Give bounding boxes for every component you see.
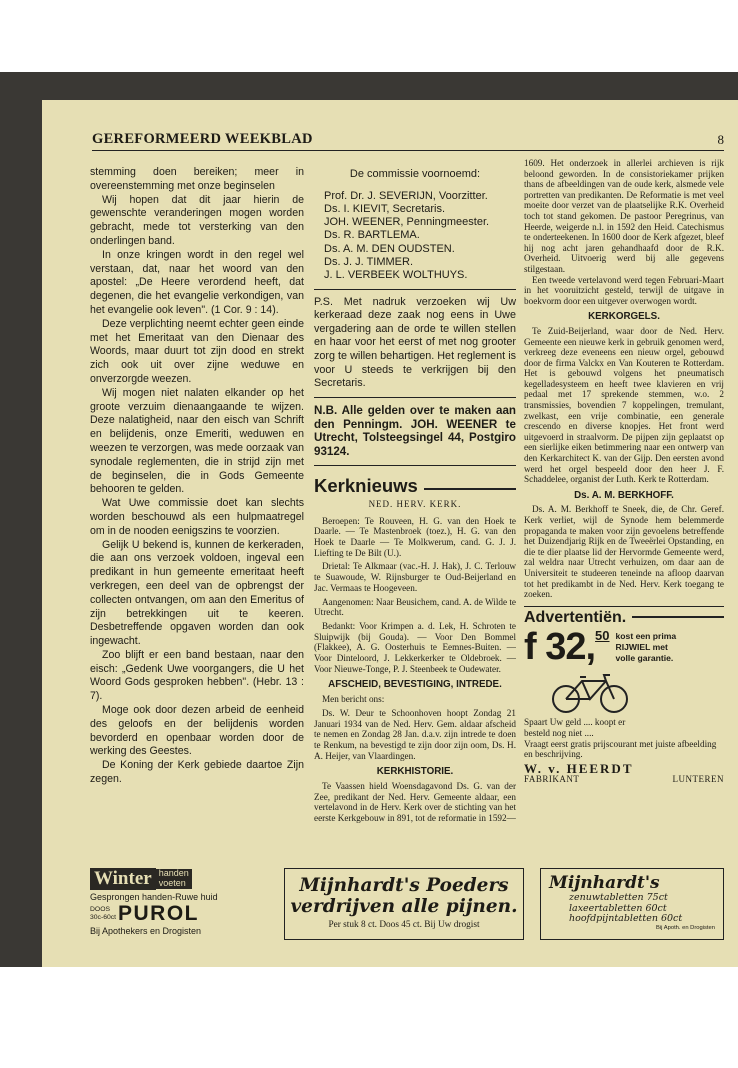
hands-feet: [156, 869, 192, 888]
divider: [314, 289, 516, 290]
price-main: f 32,: [524, 626, 596, 669]
subsection-heading: KERKHISTORIE.: [376, 766, 454, 778]
divider: [524, 606, 724, 607]
subsection-heading: KERKORGELS.: [588, 311, 660, 323]
column-middle: [314, 164, 516, 824]
paragraph: In onze kringen wordt in den regel wel verstaan, dat, naar het woord van den apostel: „De Heere verordend heeft, dat degenen, die het evangelie verkondigen, van het evangelie ook leven". (1 Cor. 9 : 14).: [90, 248, 304, 316]
ad-line: Spaart Uw geld .... koopt er: [524, 717, 626, 728]
publication-title: GEREFORMEERD WEEKBLAD: [92, 131, 313, 147]
tabletten-line: laxeertabletten 60ct: [569, 902, 667, 914]
price-line: RIJWIEL met: [615, 642, 668, 653]
hands-label: handen: [158, 868, 189, 879]
poeders-price: Per stuk 8 ct. Doos 45 ct. Bij Uw drogist: [328, 920, 480, 930]
news-item: Aangenomen: Naar Beusichem, cand. A. de Wilde te Utrecht.: [314, 596, 516, 618]
bicycle-icon: [550, 671, 630, 715]
newspaper-page: [42, 100, 738, 967]
poeders-title: Mijnhardt's Poeders: [299, 875, 509, 896]
news-item: Drietal: Te Alkmaar (vac.-H. J. Hak), J. C. Terlouw te Suawoude, W. Rijnsburger te Oud-Beijerland en Jac. Vermaas te Hoogeveen.: [314, 561, 516, 593]
box-label: DOOS: [90, 906, 111, 914]
column-left: [90, 166, 304, 787]
paragraph: Wat Uwe commissie doet kan slechts worden beschouwd als een hulpmaatregel om in de nooden eenigszins te voorzien.: [90, 497, 304, 537]
box-price: [90, 906, 118, 921]
feet-label: voeten: [158, 878, 186, 888]
divider: [314, 465, 516, 466]
poeders-slogan: verdrijven alle pijnen.: [290, 896, 518, 917]
ad-city: LUNTEREN: [672, 774, 724, 785]
tabletten-title: Mijnhardt's: [549, 873, 660, 893]
tabletten-advertisement: [540, 868, 724, 940]
commission-member: Ds. I. KIEVIT, Secretaris.: [324, 202, 446, 215]
subsection-heading: AFSCHEID, BEVESTIGING, INTREDE.: [328, 679, 502, 691]
ad-line: Vraagt eerst gratis prijscourant met juiste afbeelding en beschrijving.: [524, 738, 717, 760]
price-line: volle garantie.: [615, 652, 674, 663]
price-description: [616, 631, 677, 663]
news-item: Beroepen: Te Rouveen, H. G. van den Hoek te Daarle. — Te Mastenbroek (toez.), H. G. van den Hoek te Daarle — Te Molkwerum, cand. G. J. J. Liefting te De Bilt (U.).: [314, 515, 516, 558]
paragraph: Wij mogen niet nalaten elkander op het groote verzuim dienaangaande te wijzen. Deze nalatigheid, naar den eisch van Schrift en belijdenis, onze Emeriti, weduwen en weezen te verzorgen, was mede oorzaak van synodale reglementen, die in strijd zijn met de beginselen, die in Gods Gemeente behooren te gelden.: [90, 386, 304, 496]
paragraph: Te Vaassen hield Woensdagavond Ds. G. van der Zee, predikant der Ned. Herv. Gemeente aldaar, een vertelavond in de Herv. Kerk over de stichting van het eerste Kerkgebouw in 891, tot de reformatie in 1592—: [314, 781, 516, 824]
page-number: 8: [717, 132, 724, 147]
purol-row: [90, 902, 274, 926]
commission-heading: De commissie voornoemd:: [349, 168, 481, 180]
paragraph: De Koning der Kerk gebiede daartoe Zijn zegen.: [90, 759, 304, 786]
advertenties-header: [524, 608, 724, 626]
ad-fabrikant: FABRIKANT: [524, 774, 580, 785]
section-title: Kerknieuws: [314, 475, 418, 497]
ad-availability: Bij Apoth. en Drogisten: [656, 924, 715, 931]
ad-availability: Bij Apothekers en Drogisten: [90, 926, 202, 936]
paragraph: Ds. A. M. Berkhoff te Sneek, die, de Chr. Geref. Kerk verliet, wijl de Synode hem belemmerde propaganda te maken voor zijn gevoelens betreffende het Duizendjarig Rijk en de Tweeërlei Opstanding, en die te dier plaatse lid der Hervormde Gemeente werd, zal weldra naar Utrecht verhuizen, om daar aan de Universiteit te studeeren teneinde na afloop daarvan tot het predikambt in de Ned. Herv. Kerk toegang te zoeken.: [524, 504, 724, 600]
bicycle-price: [524, 627, 724, 667]
commission-member: JOH. WEENER, Penningmeester.: [324, 216, 490, 229]
tabletten-line: hoofdpijntabletten 60ct: [569, 913, 683, 925]
purol-advertisement: [90, 868, 274, 940]
paragraph: Gelijk U bekend is, kunnen de kerkeraden, die aan ons verzoek voldoen, ingeval een predikant in hun gemeente emeritaat heeft verkregen, een deel van de opbrengst der collecten ontvangen, om aan den Emeritus of zijn betrekkingen uit te keeren. Desbetreffende opgaven worden dan ook ingewacht.: [90, 538, 304, 648]
ad-brand: W. v. HEERDT: [524, 760, 634, 776]
column-right: [524, 158, 724, 785]
ad-body: [524, 717, 724, 759]
paragraph: stemming doen bereiken; meer in overeenstemming met onze beginselen: [90, 166, 304, 192]
kerknieuws-header: [314, 476, 516, 496]
commission-member: J. L. VERBEEK WOLTHUYS.: [324, 269, 468, 282]
paragraph: Zoo blijft er een band bestaan, naar den eisch: „Gedenk Uwe voorgangers, die U het Woord Gods gesproken hebben". (Hebr. 13 : 7).: [90, 648, 304, 703]
postscript: P.S. Met nadruk verzoeken wij Uw kerkeraad deze zaak nog eens in Uwe vergadering aan de orde te willen stellen en haar voor het eerst of met nog grooter zorg te willen behartigen. Het reglement is voor U steeds te verkrijgen bij den Secretaris.: [314, 295, 516, 390]
section-title: Advertentiën.: [524, 608, 627, 626]
paragraph: 1609. Het onderzoek in allerlei archieven is rijk beloond geworden. In de consistoriekamer prijken thans de afbeeldingen van de oude kerk, alsmede vele portretten van predikanten. De Reformatie is met veel moeite door verzet van de plaatselijke R.K. Overheid toch tot stand gekomen. De pastoor Peregrinus, van Heerde, weigerde n.l. in 1592 den Heid. Catechismus te onderteekenen. In 1600 door de Kerk afgezet, bleef hij nog acht jaren gehandhaafd door de R.K. Overheid. Uitvoerig werd bij alle gegevens stilgestaan.: [524, 158, 724, 274]
page-header: [92, 130, 724, 151]
title-rule: [424, 488, 516, 490]
ad-subline: Gesprongen handen-Ruwe huid: [90, 892, 218, 902]
price-cents: 50: [595, 628, 610, 644]
kerknieuws-body: [314, 516, 516, 824]
winter-row: [90, 868, 274, 890]
divider: [314, 397, 516, 398]
commission-member: Prof. Dr. J. SEVERIJN, Voorzitter.: [324, 189, 488, 202]
ad-footer: [524, 774, 724, 785]
price-line: kost een prima: [615, 631, 677, 642]
commission-member: Ds. J. J. TIMMER.: [324, 256, 414, 269]
payment-notice: N.B. Alle gelden over te maken aan den Penningm. JOH. WEENER te Utrecht, Tolsteegsingel 44, Postgiro 93124.: [314, 403, 516, 459]
ad-line: besteld nog niet ....: [524, 727, 594, 738]
title-rule: [632, 616, 724, 618]
tabletten-line: zenuwtabletten 75ct: [569, 892, 668, 903]
box-price-value: 30c-60ct: [90, 914, 117, 921]
commission-member: Ds. R. BARTLEMA.: [324, 229, 420, 242]
purol-brand: PUROL: [118, 902, 199, 925]
poeders-advertisement: [284, 868, 524, 940]
news-item: Bedankt: Voor Krimpen a. d. Lek, H. Schroten te Sluipwijk (bij Gouda). — Voor Den Bommel (Flakkee), A. G. Oosterhuis te Eemnes-Buiten. — Voor Dinteloord, J. Lekkerkerker te Oldebroek. — Voor Nieuwe-Tonge, P. J. Steenbeek te Oudewater.: [314, 620, 516, 674]
commission-member: Ds. A. M. DEN OUDSTEN.: [324, 242, 455, 255]
paragraph: Moge ook door dezen arbeid de eenheid des geloofs en der belijdenis worden bevorderd en openbaar worden door de werking des Geestes.: [90, 704, 304, 758]
winter-word: Winter: [90, 868, 156, 890]
paragraph: Men bericht ons:: [322, 694, 385, 705]
paragraph: Wij hopen dat dit jaar hierin de gewenschte veranderingen mogen worden gebracht, mede tot versterking van den onderlingen band.: [90, 193, 304, 247]
subsection-heading: Ds. A. M. BERKHOFF.: [574, 489, 674, 501]
paragraph: Een tweede vertelavond werd tegen Februari-Maart in het vooruitzicht gesteld, terwijl de uitgave in boekvorm door een uitgever overwogen wordt.: [524, 274, 724, 306]
paragraph: Deze verplichting neemt echter geen einde met het Emeritaat van den Dienaar des Woords, maar duurt tot zijn dood en strekt zich ook uit over zijne weduwe en onverzorgde weezen.: [90, 317, 304, 385]
paragraph: Te Zuid-Beijerland, waar door de Ned. Herv. Gemeente een nieuwe kerk in gebruik genomen werd, verkreeg deze eveneens een nieuw orgel, gebouwd door de firma Valckx en Van Kouteren te Rotterdam. Het is gebouwd volgens het pneumatisch kegelladesysteem en heeft twee klavieren en vrij pedaal met 17 sprekende stemmen, w.o. 2 transmissies, bovendien 7 koppelingen, tremulant, zwelkast, een vrije combinatie, een generale crescendo en diverse knopjes. Het front werd uitgevoerd in straalvorm. De pijpen zijn geplaatst op een sierlijke eiken betimmering naar een ontwerp van den Kerkarchitect K. van der Gijp. Den eersten avond werd het orgel bespeeld door den heer J. F. Schaddelee, organist der Luth. Kerk te Rotterdam.: [524, 325, 724, 485]
section-subtitle: NED. HERV. KERK.: [368, 499, 462, 510]
paragraph: Ds. W. Deur te Schoonhoven hoopt Zondag 21 Januari 1934 van de Ned. Herv. Gem. aldaar afscheid te nemen en Zondag 28 Jan. d.a.v. zijn intrede te doen te Renkum, na bevestigd te zijn door zijn oom, Ds. H. A. Heijer, van Vlaardingen.: [314, 707, 516, 761]
